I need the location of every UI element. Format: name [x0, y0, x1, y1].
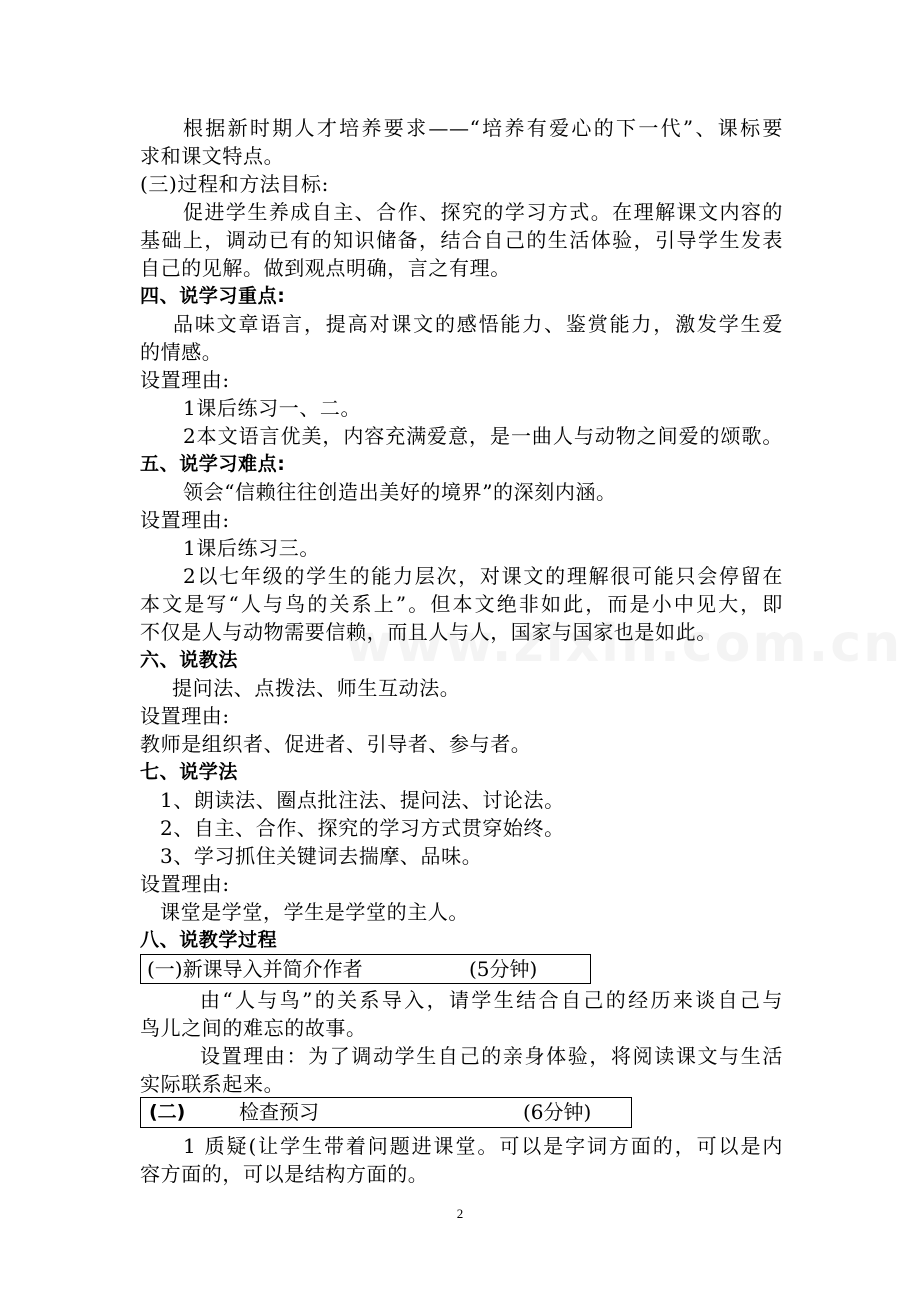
list-item: 1课后练习三。 — [183, 536, 320, 560]
list-item: 1课后练习一、二。 — [183, 396, 362, 420]
paragraph-line: 品味文章语言，提高对课文的感悟能力、鉴赏能力，激发学生爱 — [173, 312, 783, 336]
paragraph-line: 促进学生养成自主、合作、探究的学习方式。在理解课文内容的 — [183, 200, 783, 224]
list-item: 2本文语言优美，内容充满爱意，是一曲人与动物之间爱的颂歌。 — [183, 424, 783, 448]
step-title: 检查预习 — [239, 1100, 319, 1124]
paragraph-line: 根据新时期人才培养要求——“培养有爱心的下一代”、课标要 — [183, 116, 783, 140]
paragraph-line: 教师是组织者、促进者、引导者、参与者。 — [140, 732, 532, 756]
label-line: 设置理由: — [140, 368, 230, 392]
list-item: 2、自主、合作、探究的学习方式贯穿始终。 — [160, 816, 565, 840]
paragraph-line: 由“人与鸟”的关系导入，请学生结合自己的经历来谈自己与 — [200, 988, 783, 1012]
step-number: (二) — [149, 1101, 186, 1123]
page-number: 2 — [456, 1206, 464, 1221]
paragraph-line: 课堂是学堂，学生是学堂的主人。 — [160, 900, 469, 924]
paragraph-line: 的情感。 — [140, 340, 223, 364]
paragraph-line: 领会“信赖往往创造出美好的境界”的深刻内涵。 — [183, 480, 617, 504]
paragraph-line: 提问法、点拨法、师生互动法。 — [172, 676, 461, 700]
paragraph-line: 鸟儿之间的难忘的故事。 — [140, 1016, 367, 1040]
list-item: 1、朗读法、圈点批注法、提问法、讨论法。 — [160, 788, 565, 812]
label-line: 设置理由: — [140, 508, 230, 532]
list-item: 3、学习抓住关键词去揣摩、品味。 — [160, 844, 483, 868]
paragraph-line: 本文是写“人与鸟的关系上”。但本文绝非如此，而是小中见大，即 — [140, 592, 783, 616]
paragraph-line: 不仅是人与动物需要信赖，而且人与人，国家与国家也是如此。 — [140, 620, 717, 644]
section-heading: 五、说学习难点: — [140, 453, 286, 475]
paragraph-line: 设置理由：为了调动学生自己的亲身体验，将阅读课文与生活 — [200, 1044, 783, 1068]
paragraph-line: 实际联系起来。 — [140, 1072, 285, 1096]
step-box-1 — [140, 954, 591, 984]
paragraph-line: 容方面的，可以是结构方面的。 — [140, 1162, 429, 1186]
paragraph-line: 自己的见解。做到观点明确，言之有理。 — [140, 256, 511, 280]
step-box-2 — [140, 1097, 632, 1128]
section-heading: 六、说教法 — [140, 649, 239, 671]
step-duration: (5分钟) — [469, 957, 538, 981]
paragraph-line: 基础上，调动已有的知识储备，结合自己的生活体验，引导学生发表 — [140, 228, 783, 252]
step-duration: (6分钟) — [523, 1100, 592, 1124]
section-heading: 八、说教学过程 — [140, 929, 278, 951]
label-line: 设置理由: — [140, 872, 230, 896]
paragraph-line: 1 质疑(让学生带着问题进课堂。可以是字词方面的，可以是内 — [183, 1134, 783, 1158]
paragraph-line: 求和课文特点。 — [140, 144, 285, 168]
section-heading: 七、说学法 — [140, 761, 239, 783]
list-item: 2以七年级的学生的能力层次，对课文的理解很可能只会停留在 — [183, 564, 783, 588]
subsection-heading: (三)过程和方法目标: — [140, 172, 329, 196]
step-title: (一)新课导入并简介作者 — [147, 957, 363, 981]
label-line: 设置理由: — [140, 704, 230, 728]
section-heading: 四、说学习重点: — [140, 285, 286, 307]
